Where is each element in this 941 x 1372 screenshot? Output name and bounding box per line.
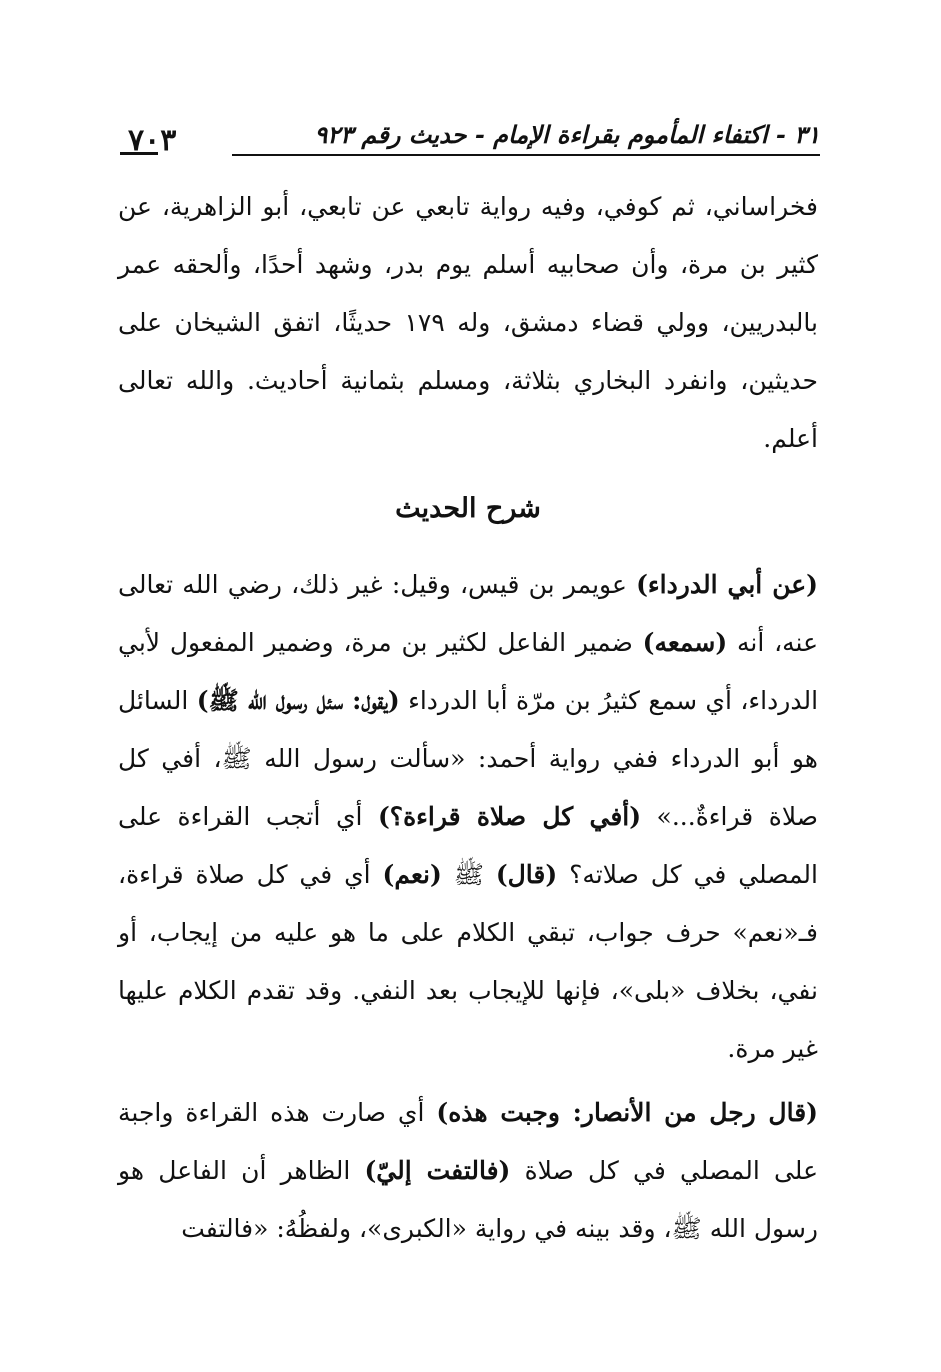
quote-naam: (نعم) — [382, 860, 442, 889]
text-span: عويمر بن قيس، وقيل: غير ذلك، رضي الله تعالى عنه، أنه — [118, 570, 818, 657]
page-number: ٧٠٣ — [128, 123, 177, 158]
header-rule — [232, 154, 820, 156]
quote-faltafat: (فالتفت إليّ) — [364, 1156, 511, 1185]
text-span: أي أتجب القراءة على المصلي في كل صلاته؟ — [118, 802, 818, 889]
commentary-paragraph-1 — [118, 556, 818, 1078]
quote-yaqul: (يقول: سئل رسول الله ﷺ) — [196, 686, 400, 715]
page-body — [118, 178, 818, 1258]
text-span: أي صارت هذه القراءة واجبة على المصلي في كل صلاة — [118, 1098, 818, 1185]
section-heading: شرح الحديث — [395, 493, 541, 524]
text-span: الظاهر أن الفاعل هو رسول الله ﷺ، وقد بينه في رواية «الكبرى»، ولفظُهُ: «فالتفت — [118, 1156, 818, 1243]
text-span: ﷺ — [441, 860, 496, 889]
quote-samiahu: (سمعه) — [642, 628, 728, 657]
running-header — [120, 110, 820, 158]
quote-qal-rajul: (قال رجل من الأنصار: وجبت هذه) — [436, 1098, 818, 1127]
text-span: ضمير الفاعل لكثير بن مرة، وضمير المفعول لأبي الدرداء، أي سمع كثيرُ بن مرّة أبا الدرداء — [118, 628, 819, 715]
text-span: السائل هو أبو الدرداء ففي رواية أحمد: «سألت رسول الله ﷺ، أفي كل صلاة قراءةٌ...» — [118, 686, 818, 831]
quote-afi-kull-salat: (أفي كل صلاة قراءة؟) — [377, 802, 642, 831]
page-number-dash — [120, 152, 158, 155]
quote-qal: (قال) — [495, 860, 558, 889]
intro-paragraph: فخراساني، ثم كوفي، وفيه رواية تابعي عن تابعي، أبو الزاهرية، عن كثير بن مرة، وأن صحابيه أسلم يوم بدر، وشهد أحدًا، وألحقه عمر بالبدريين، وولي قضاء دمشق، وله ١٧٩ حديثًا، اتفق الشيخان على حديثين، وانفرد البخاري بثلاثة، ومسلم بثمانية أحاديث. والله تعالى أعلم. — [118, 192, 818, 453]
quote-abu-darda: (عن أبي الدرداء) — [636, 570, 818, 599]
text-span: أي في كل صلاة قراءة، فـ«نعم» حرف جواب، تبقي الكلام على ما هو عليه من إيجاب، أو نفي، بخلاف «بلى»، فإنها للإيجاب بعد النفي. وقد تقدم الكلام عليها غير مرة. — [118, 860, 818, 1063]
running-title: ٣١ - اكتفاء المأموم بقراءة الإمام - حديث رقم ٩٢٣ — [314, 120, 820, 149]
commentary-paragraph-2 — [118, 1084, 818, 1258]
